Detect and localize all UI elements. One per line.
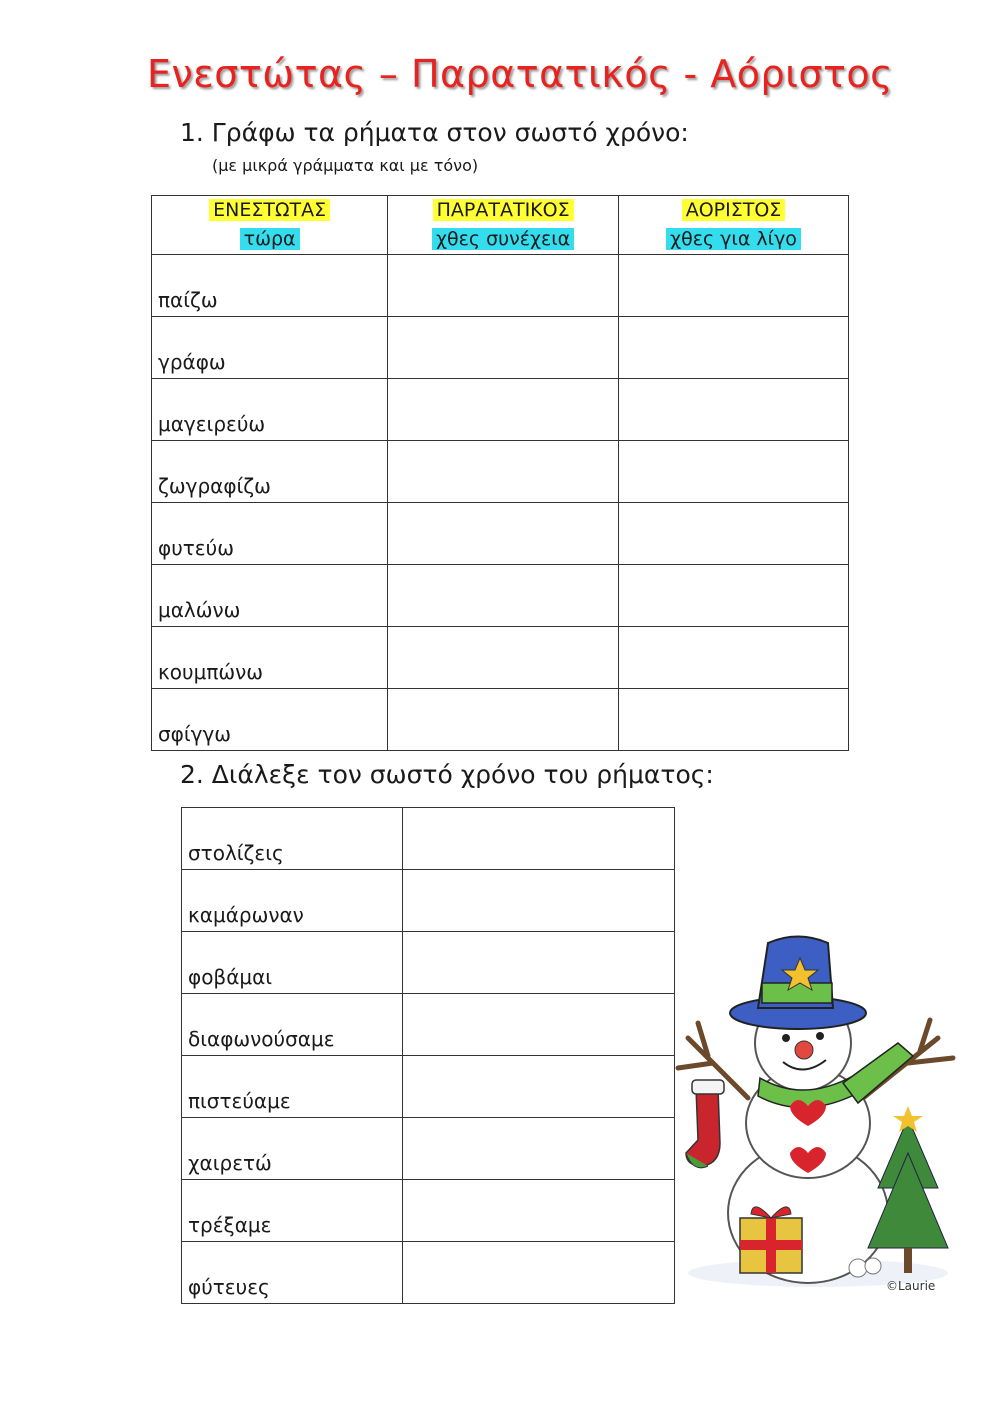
verb-cell: πιστεύαμε (182, 1056, 403, 1118)
answer-dropdown-cell[interactable] (403, 808, 675, 870)
answer-aorist-cell[interactable] (619, 565, 849, 627)
verb-cell: παίζω (152, 255, 388, 317)
table-row (152, 503, 849, 565)
header-present-hint: τώρα (240, 228, 300, 250)
table-row (182, 932, 675, 994)
table-row (182, 1118, 675, 1180)
answer-aorist-cell[interactable] (619, 255, 849, 317)
header-imperfect-tense: ΠΑΡΑΤΑΤΙΚΟΣ (433, 199, 574, 221)
answer-imperfect-cell[interactable] (388, 565, 619, 627)
answer-aorist-cell[interactable] (619, 689, 849, 751)
verb-cell: διαφωνούσαμε (182, 994, 403, 1056)
table-row (152, 441, 849, 503)
verb-cell: μαγειρεύω (152, 379, 388, 441)
verb-cell: ζωγραφίζω (152, 441, 388, 503)
verb-cell: φύτευες (182, 1242, 403, 1304)
table-row (182, 1056, 675, 1118)
answer-dropdown-cell[interactable] (403, 870, 675, 932)
header-aorist (619, 196, 849, 255)
answer-imperfect-cell[interactable] (388, 441, 619, 503)
table-row (152, 317, 849, 379)
choose-tense-table (181, 807, 675, 1304)
tense-table-header (152, 196, 849, 255)
answer-imperfect-cell[interactable] (388, 689, 619, 751)
answer-aorist-cell[interactable] (619, 379, 849, 441)
table-row (182, 994, 675, 1056)
table-row (152, 565, 849, 627)
answer-aorist-cell[interactable] (619, 441, 849, 503)
answer-dropdown-cell[interactable] (403, 932, 675, 994)
header-present-tense: ΕΝΕΣΤΩΤΑΣ (209, 199, 330, 221)
tense-table (151, 195, 849, 751)
answer-dropdown-cell[interactable] (403, 1118, 675, 1180)
verb-cell: φοβάμαι (182, 932, 403, 994)
table-row (152, 255, 849, 317)
header-imperfect (388, 196, 619, 255)
table-row (182, 870, 675, 932)
answer-dropdown-cell[interactable] (403, 994, 675, 1056)
table-row (152, 379, 849, 441)
signature-text: ©Laurie (886, 1279, 936, 1293)
snowman-illustration (668, 928, 958, 1298)
header-imperfect-hint: χθες συνέχεια (432, 228, 574, 250)
answer-imperfect-cell[interactable] (388, 503, 619, 565)
exercise-1-instruction: 1. Γράφω τα ρήματα στον σωστό χρόνο: (180, 118, 689, 147)
answer-imperfect-cell[interactable] (388, 317, 619, 379)
answer-aorist-cell[interactable] (619, 627, 849, 689)
table-row (152, 689, 849, 751)
answer-dropdown-cell[interactable] (403, 1242, 675, 1304)
answer-imperfect-cell[interactable] (388, 379, 619, 441)
verb-cell: φυτεύω (152, 503, 388, 565)
answer-aorist-cell[interactable] (619, 317, 849, 379)
answer-dropdown-cell[interactable] (403, 1056, 675, 1118)
verb-cell: τρέξαμε (182, 1180, 403, 1242)
exercise-1-note: (με μικρά γράμματα και με τόνο) (212, 156, 479, 175)
verb-cell: καμάρωναν (182, 870, 403, 932)
header-aorist-tense: ΑΟΡΙΣΤΟΣ (682, 199, 786, 221)
page-title: Ενεστώτας – Παρατατικός - Αόριστος (147, 52, 893, 96)
verb-cell: στολίζεις (182, 808, 403, 870)
exercise-2-instruction: 2. Διάλεξε τον σωστό χρόνο του ρήματος: (180, 760, 714, 789)
verb-cell: σφίγγω (152, 689, 388, 751)
table-row (182, 808, 675, 870)
answer-dropdown-cell[interactable] (403, 1180, 675, 1242)
answer-aorist-cell[interactable] (619, 503, 849, 565)
verb-cell: κουμπώνω (152, 627, 388, 689)
header-present (152, 196, 388, 255)
table-row (152, 627, 849, 689)
answer-imperfect-cell[interactable] (388, 627, 619, 689)
table-row (182, 1180, 675, 1242)
verb-cell: χαιρετώ (182, 1118, 403, 1180)
verb-cell: μαλώνω (152, 565, 388, 627)
header-aorist-hint: χθες για λίγο (666, 228, 801, 250)
answer-imperfect-cell[interactable] (388, 255, 619, 317)
verb-cell: γράφω (152, 317, 388, 379)
table-row (182, 1242, 675, 1304)
